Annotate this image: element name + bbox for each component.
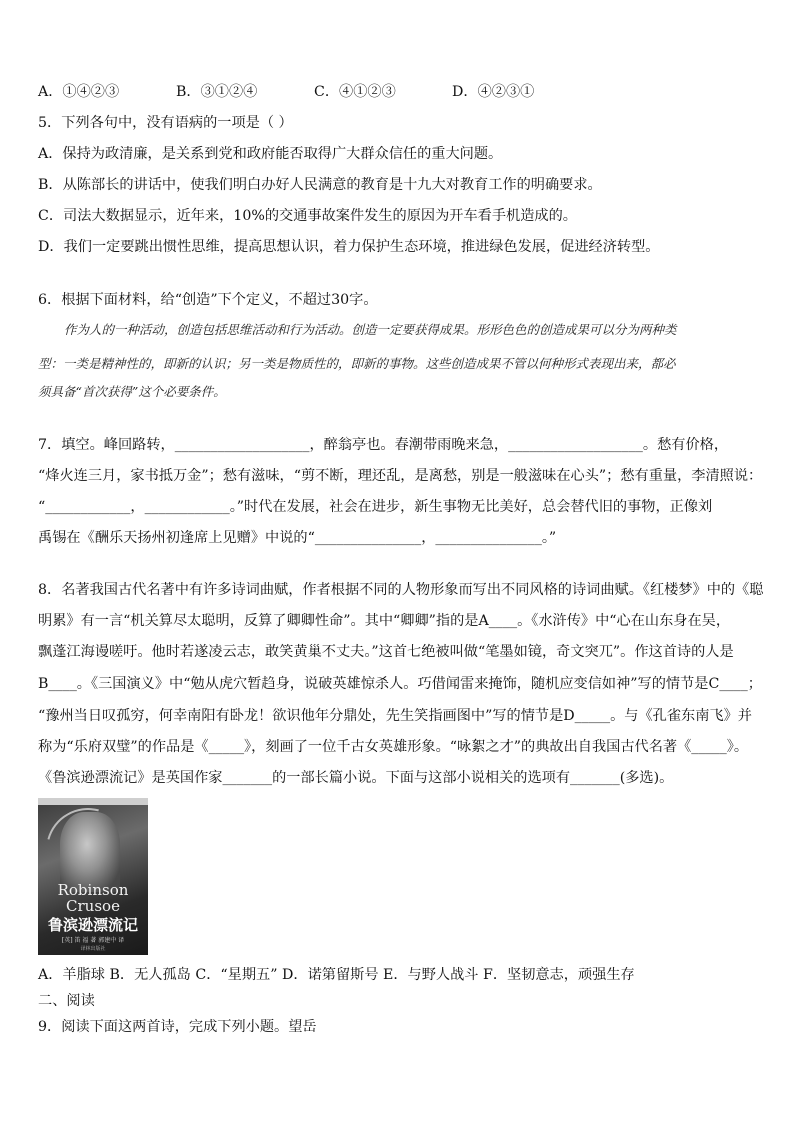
cover-title-cn: 鲁滨逊漂流记 xyxy=(47,916,138,934)
q6-material-line: 作为人的一种活动，创造包括思维活动和行为活动。创造一定要获得成果。形形色色的创造成果可以分为两种类 xyxy=(64,322,677,337)
q6-stem: 6．根据下面材料，给“创造”下个定义，不超过30字。 xyxy=(38,292,378,308)
q6-material-line: 型：一类是精神性的，即新的认识；另一类是物质性的，即新的事物。这些创造成果不管以何种形式表现出来，都必 xyxy=(38,356,676,371)
section-heading: 二、阅读 xyxy=(38,993,95,1009)
q5-stem: 5．下列各句中，没有语病的一项是（ ） xyxy=(38,115,293,131)
book-cover-image xyxy=(38,798,148,955)
q4-option-b: B．③①②④ xyxy=(176,84,258,100)
q4-option-d: D．④②③① xyxy=(452,84,535,100)
q7-line: 禹锡在《酬乐天扬州初逢席上见赠》中说的“_______________，_______________。” xyxy=(38,530,557,546)
q7-line: 7．填空。峰回路转，___________________，醉翁亭也。春潮带雨晚来急，___________________。愁有价格， xyxy=(38,437,729,453)
q7-line: “烽火连三月，家书抵万金”；愁有滋味，“剪不断，理还乱，是离愁，别是一般滋味在心头”；愁有重量，李清照说： xyxy=(38,468,763,484)
q8-options: A．羊脂球 B．无人孤岛 C．“星期五” D．诺第留斯号 E．与野人战斗 F．坚韧意志，顽强生存 xyxy=(38,967,635,983)
q6-material-line: 须具备“首次获得”这个必要条件。 xyxy=(38,384,226,399)
cover-author-line: [英] 笛 福 著 郭建中 译 xyxy=(61,937,125,944)
q4-option-a: A．①④②③ xyxy=(38,84,120,100)
cover-title-en-1: Robinson xyxy=(57,881,129,899)
q4-option-c: C．④①②③ xyxy=(314,84,396,100)
q5-option-c: C．司法大数据显示，近年来，10%的交通事故案件发生的原因为开车看手机造成的。 xyxy=(38,208,577,224)
q8-line: B____。《三国演义》中“勉从虎穴暂趋身，说破英雄惊杀人。巧借闻雷来掩饰，随机应变信如神”写的情节是C____； xyxy=(38,676,762,692)
q5-option-a: A．保持为政清廉，是关系到党和政府能否取得广大群众信任的重大问题。 xyxy=(38,146,503,162)
cover-title-en-2: Crusoe xyxy=(66,897,120,915)
q5-option-d: D．我们一定要跳出惯性思维，提高思想认识，着力保护生态环境，推进绿色发展，促进经济转型。 xyxy=(38,239,660,255)
q8-line: 称为“乐府双璧”的作品是《_____》，刻画了一位千古女英雄形象。“咏絮之才”的典故出自我国古代名著《_____》。 xyxy=(38,739,749,755)
q7-line: “____________，____________。”时代在发展，社会在进步，新生事物无比美好，总会替代旧的事物，正像刘 xyxy=(38,499,713,515)
q8-line: 明累》有一言“机关算尽太聪明，反算了卿卿性命”。其中“卿卿”指的是A____。《水浒传》中“心在山东身在吴， xyxy=(38,613,731,629)
q5-option-b: B．从陈部长的讲话中，使我们明白办好人民满意的教育是十九大对教育工作的明确要求。 xyxy=(38,177,602,193)
q9-stem: 9．阅读下面这两首诗，完成下列小题。望岳 xyxy=(38,1019,317,1035)
q8-line: 8．名著我国古代名著中有许多诗词曲赋，作者根据不同的人物形象而写出不同风格的诗词曲赋。《红楼梦》中的《聪 xyxy=(38,582,764,598)
q8-line: “豫州当日叹孤穷，何幸南阳有卧龙！欲识他年分鼎处，先生笑指画图中”写的情节是D_____。与《孔雀东南飞》并 xyxy=(38,708,752,724)
q8-line: 《鲁滨逊漂流记》是英国作家_______的一部长篇小说。下面与这部小说相关的选项有_______(多选)。 xyxy=(38,770,674,786)
cover-publisher: 译林出版社 xyxy=(80,946,106,952)
q8-line: 飘蓬江海谩嗟吁。他时若遂凌云志，敢笑黄巢不丈夫。”这首七绝被叫做“笔墨如镜，奇文突兀”。作这首诗的人是 xyxy=(38,644,734,660)
cover-top-bar xyxy=(38,798,148,805)
